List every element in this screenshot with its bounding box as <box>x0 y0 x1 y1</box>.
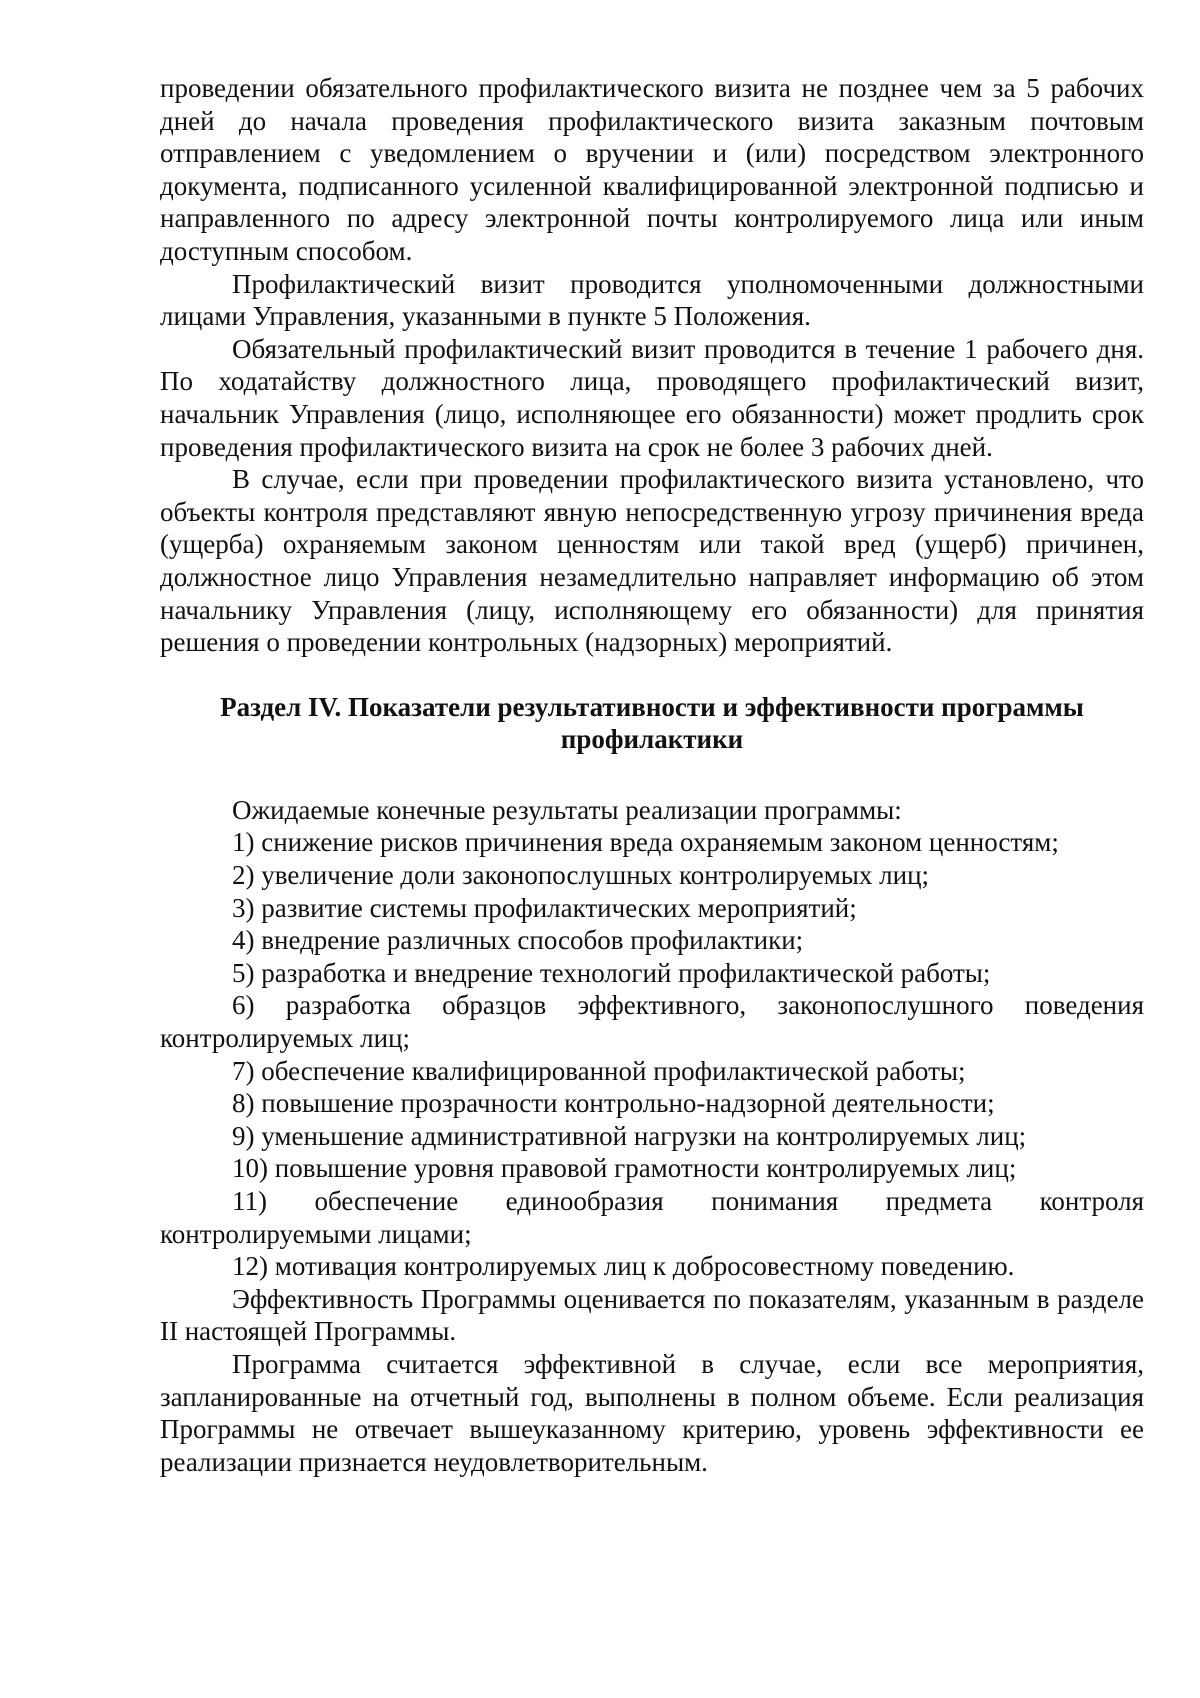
section-heading-line-2: профилактики <box>560 724 744 755</box>
paragraph-visit-officials: Профилактический визит проводится уполномоченными должностными лицами Управления, указанными в пункте 5 Положения. <box>160 268 1144 332</box>
results-block <box>160 794 1144 1478</box>
paragraph-visit-duration: Обязательный профилактический визит проводится в течение 1 рабочего дня. По ходатайству должностного лица, проводящего профилактический визит, начальник Управления (лицо, исполняющее его обязанности) может продлить срок проведения профилактического визита на срок не более 3 рабочих дней. <box>160 333 1144 462</box>
result-item-4: 4) внедрение различных способов профилактики; <box>232 925 804 956</box>
paragraph-notice: проведении обязательного профилактического визита не позднее чем за 5 рабочих дней до начала проведения профилактического визита заказным почтовым отправлением с уведомлением о вручении и (или) посредством электронного документа, подписанного усиленной квалифицированной электронной подписью и направленного по адресу электронной почты контролируемого лица или иным доступным способом. <box>160 73 1144 266</box>
document-page <box>160 72 1144 1478</box>
results-intro: Ожидаемые конечные результаты реализации программы: <box>232 794 902 825</box>
result-item-2: 2) увеличение доли законопослушных контролируемых лиц; <box>232 860 930 891</box>
result-item-9: 9) уменьшение административной нагрузки на контролируемых лиц; <box>232 1120 1027 1151</box>
result-item-10: 10) повышение уровня правовой грамотности контролируемых лиц; <box>232 1153 1017 1184</box>
section-heading-line-1: Раздел IV. Показатели результативности и эффективности программы <box>220 691 1084 722</box>
paragraph-threat: В случае, если при проведении профилактического визита установлено, что объекты контроля представляют явную непосредственную угрозу причинения вреда (ущерба) охраняемым законом ценностям или такой вред (ущерб) причинен, должностное лицо Управления незамедлительно направляет информацию об этом начальнику Управления (лицу, исполняющему его обязанности) для принятия решения о проведении контрольных (надзорных) мероприятий. <box>160 464 1144 658</box>
result-item-6: 6) разработка образцов эффективного, законопослушного поведения контролируемых лиц; <box>160 990 1144 1054</box>
paragraph-efficiency: Эффективность Программы оценивается по показателям, указанным в разделе II настоящей Программы. <box>160 1283 1144 1347</box>
result-item-5: 5) разработка и внедрение технологий профилактической работы; <box>232 957 991 988</box>
section-heading <box>160 691 1144 756</box>
paragraph-criterion: Программа считается эффективной в случае, если все мероприятия, запланированные на отчетный год, выполнены в полном объеме. Если реализация Программы не отвечает вышеуказанному критерию, уровень эффективности ее реализации признается неудовлетворительным. <box>160 1348 1144 1477</box>
result-item-1: 1) снижение рисков причинения вреда охраняемым законом ценностям; <box>232 827 1059 858</box>
result-item-12: 12) мотивация контролируемых лиц к добросовестному поведению. <box>232 1251 1015 1282</box>
result-item-7: 7) обеспечение квалифицированной профилактической работы; <box>232 1055 966 1086</box>
result-item-3: 3) развитие системы профилактических мероприятий; <box>232 892 857 923</box>
result-item-11: 11) обеспечение единообразия понимания предмета контроля контролируемыми лицами; <box>160 1186 1144 1249</box>
result-item-8: 8) повышение прозрачности контрольно-надзорной деятельности; <box>232 1088 995 1119</box>
